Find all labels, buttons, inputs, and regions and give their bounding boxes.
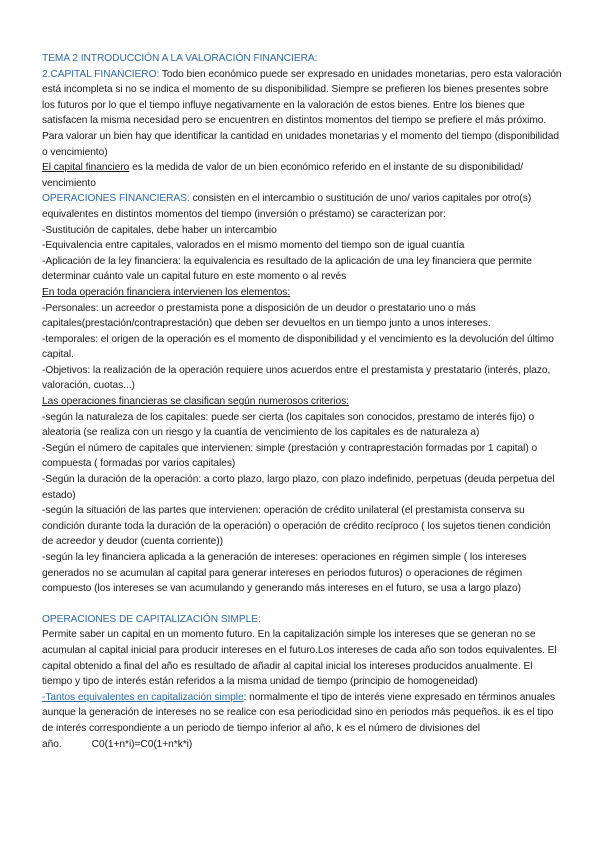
element-item: -Objetivos: la realización de la operación requiere unos acuerdos entre el prestamista y prestatario (interés, plazo, valoración, cuotas...) [42, 364, 551, 392]
elements-heading: En toda operación financiera intervienen los elementos: [42, 286, 291, 298]
formula: C0(1+n*i)=C0(1+n*k*i) [91, 738, 193, 750]
capital-financiero-heading: 2.CAPITAL FINANCIERO: [42, 68, 160, 80]
definition-paragraph [42, 160, 562, 191]
definition-term: El capital financiero [42, 162, 130, 174]
characteristic-item: -Sustitución de capitales, debe haber un intercambio [42, 224, 277, 236]
characteristic-item: -Equivalencia entre capitales, valorados en el mismo momento del tiempo son de igual cuantía [42, 240, 465, 252]
capital-financiero-text: Todo bien económico puede ser expresado en unidades monetarias, pero esta valoración está incompleta si no se indica el momento de su disponibilidad. Siempre se prefieren los bienes presentes sobre los futuros por lo que el tiempo influye negativamente en la valoración de estos bienes. Entre los bienes que satisfacen la misma necesidad pero se encuentren en distintos momentos del tiempo se prefiere el más próximo. [42, 68, 562, 127]
criterion-item: -según la naturaleza de los capitales: puede ser cierta (los capitales son conocidos, prestamo de interés fijo) o aleatoria (se realiza con un riesgo y la cuantía de vencimiento de los capitales es de naturaleza a) [42, 411, 535, 439]
section-spacer [42, 597, 562, 612]
capitalizacion-heading: OPERACIONES DE CAPITALIZACIÓN SIMPLE: [42, 613, 261, 625]
tantos-text: : normalmente el tipo de interés viene expresado en términos anuales aunque la generación de intereses no se realice con esa periodicidad sino en periodos más pequeños. ik es el tipo de interés correspondiente a un periodo de tiempo inferior al año, k es el número de divisiones del año. [42, 691, 556, 750]
operaciones-paragraph [42, 191, 562, 222]
capitalizacion-text: Permite saber un capital en un momento futuro. En la capitalización simple los intereses que se generan no se acumulan al capital inicial para producir intereses en el futuro.Los intereses de cada año son todos equivalentes. El capital obtenido a final del año es resultado de añadir al capital inicial los intereses producidos anualmente. El tiempo y tipo de interés están referidos a la misma unidad de tiempo (principio de homogeneidad) [42, 629, 557, 688]
capital-financiero-paragraph [42, 67, 562, 129]
document-page [42, 51, 562, 752]
characteristic-item: -Aplicación de la ley financiera: la equivalencia es resultado de la aplicación de una ley financiera que permite determinar cuánto vale un capital futuro en este momento o al revés [42, 255, 532, 283]
operaciones-text: consisten en el intercambio o sustitución de uno/ varios capitales por otro(s) equivalentes en distintos momentos del tiempo (inversión o préstamo) se caracterizan por: [42, 193, 532, 220]
criterion-item: -según la ley financiera aplicada a la generación de intereses: operaciones en régimen simple ( los intereses generados no se acumulan al capital para generar intereses en periodos futuros) o operaciones de régimen compuesto (los intereses se van acumulando y generando más intereses en el futuro, se usa a largo plazo) [42, 552, 527, 595]
element-item: -Personales: un acreedor o prestamista pone a disposición de un deudor o prestatario uno o más capitales(prestación/contraprestación) que deben ser devueltos en un tiempo junto a unos intereses. [42, 302, 491, 330]
classification-heading: Las operaciones financieras se clasifican según numerosos criterios: [42, 396, 349, 408]
criterion-item: -según la situación de las partes que intervienen: operación de crédito unilateral (el prestamista conserva su condición durante toda la duración de la operación) o operación de crédito recíproco ( los sujetos tienen condición de acreedor y deudor (cuenta corriente)) [42, 505, 551, 548]
definition-text: es la medida de valor de un bien económico referido en el instante de su disponibilidad/ vencimiento [42, 162, 523, 189]
doc-title: TEMA 2 INTRODUCCIÓN A LA VALORACIÓN FINANCIERA: [42, 53, 318, 64]
criterion-item: -Según la duración de la operación: a corto plazo, largo plazo, con plazo indefinido, perpetuas (deuda perpetua del estado) [42, 474, 555, 501]
valorar-paragraph: Para valorar un bien hay que identificar la cantidad en unidades monetarias y el momento del tiempo (disponibilidad o vencimiento) [42, 130, 559, 158]
tantos-heading: -Tantos equivalentes en capitalización simple [42, 691, 244, 703]
criterion-item: -Según el número de capitales que intervienen: simple (prestación y contraprestación formadas por 1 capital) o compuesta ( formadas por varios capitales) [42, 442, 538, 470]
tantos-paragraph [42, 690, 562, 752]
element-item: -temporales: el origen de la operación es el momento de disponibilidad y el vencimiento es la devolución del último capital. [42, 333, 554, 361]
operaciones-heading: OPERACIONES FINANCIERAS: [42, 193, 190, 205]
